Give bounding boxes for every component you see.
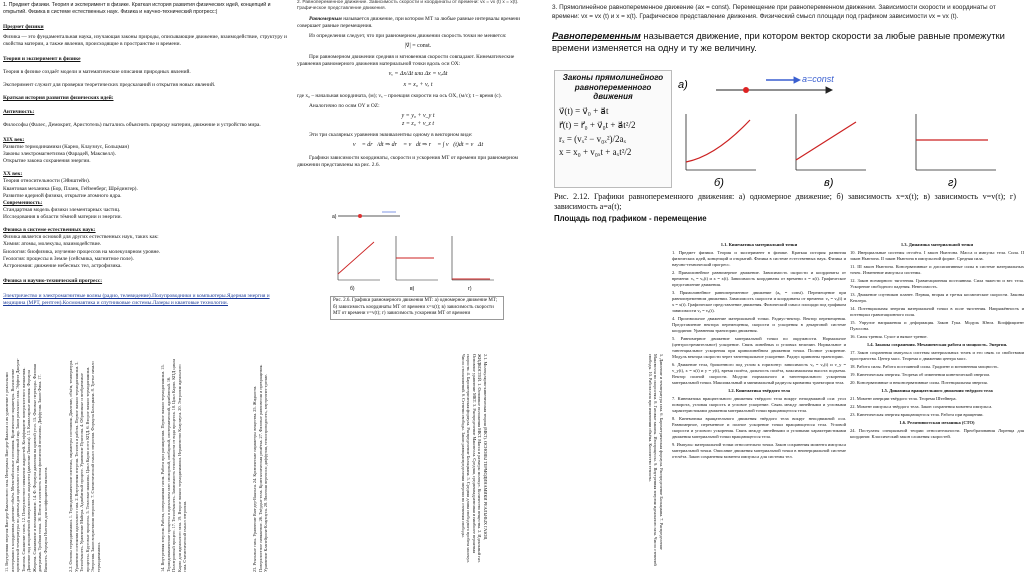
rotated-col-2: 2.2. Основы термодинамики. 1. Термодинамические системы, параметры состояния. Давление, объём, температура. Уравнение состояния идеального газа. 2. Внутренняя энергия. Теплота и работа. Первое начало термодинамики. 3. Теплоёмкость. Уравнение Майера. Адиабатный процесс. Уравнение Пуассона. 4. Обратимые и необратимые процессы. Круговые процессы. 5. Тепловые машины. Цикл Карно и его КПД. 6. Второе начало термодинамики. Энтропия. Закон возрастания энтропии. 7. Статистический смысл энтропии. Формула Больцмана. 8. Третье начало термодинамики. bbox=[68, 359, 101, 572]
graph-x-t bbox=[686, 114, 756, 170]
modernity-item: Исследования в области тёмной материи и энергии. bbox=[3, 214, 122, 221]
lower-right-item: 14. Потенциальная энергия материальной точки в поле тяготения. Напряжённость и потенциал гравитационного поля. bbox=[850, 305, 1024, 317]
lower-right-subheading: 1.6. Релятивистская механика (СТО) bbox=[899, 419, 975, 425]
system-item: Астрономия: движение небесных тел, астрофизика. bbox=[3, 262, 122, 269]
lower-right-item: 23. Кинетическая энергия вращающегося тела. Работа при вращении. bbox=[850, 411, 984, 417]
graph-a-t bbox=[916, 114, 996, 170]
lower-middle-item: 7. Кинематика вращательного движения твёрдого тела вокруг неподвижной оси: угол поворота, угловая скорость и угловое ускорение. Связь между линейными и угловыми характеристиками движения материальной точки вращающегося тела. bbox=[672, 395, 846, 413]
p-vector: Эти три скалярных уравнения эквивалентны одному в векторном виде: bbox=[309, 132, 473, 139]
lower-right-item: 20. Консервативные и неконсервативные силы. Потенциальная энергия. bbox=[850, 379, 988, 385]
system-item: Геология: процессы в Земле (сейсмика, магнитное поле). bbox=[3, 255, 134, 262]
c19-item: Открытие закона сохранения энергии. bbox=[3, 158, 91, 165]
lower-middle-list bbox=[672, 250, 846, 460]
middle-page bbox=[294, 0, 542, 340]
graph-v-t bbox=[796, 114, 866, 170]
p-uniform: При равномерном движении средняя и мгновенная скорости совпадают. Кинематические уравнения равномерного движения материальной точки вдоль оси OX: bbox=[297, 53, 515, 68]
eq-y: y = y₀ + v_y t bbox=[401, 113, 435, 120]
c19-item: Законы электромагнетизма (Фарадей, Максвелл). bbox=[3, 151, 116, 158]
rotated-pages bbox=[0, 352, 668, 574]
c19-list bbox=[3, 144, 287, 165]
p-oy: Аналогично по осям OY и OZ: bbox=[309, 103, 380, 110]
lower-right-item: 21. Момент инерции твёрдого тела. Теорема Штейнера. bbox=[850, 395, 957, 401]
lower-middle-item: 9. Импульс материальной точки относительно точки. Закон сохранения момента импульса материальной точки. Описание движения материальной точки в неинерциальной системе отсчёта. Закон сохранения момента импульса для системы тел. bbox=[672, 441, 846, 459]
p-experiment: Эксперимент служит для проверки теоретических предсказаний и открытия новых явлений. bbox=[3, 82, 216, 89]
middle-definition bbox=[297, 16, 539, 30]
middle-fig-caption: Рис. 2.6. Графики равномерного движения МТ: а) одномерное движение МТ; б) зависимость координаты МТ от времени x=x(t); в) зависимость скорости МТ от времени v=v(t); г) зависимость ускорения МТ от времени bbox=[330, 296, 504, 320]
lower-middle-title: 1.1. Кинематика материальной точки bbox=[720, 242, 798, 247]
system-item: Биология: биофизика, изучение процессов на молекулярном уровне. bbox=[3, 248, 161, 255]
lower-right-item: 19. Кинетическая энергия. Теорема об изменении кинетической энергии. bbox=[850, 371, 991, 377]
lower-right-item: 12. Закон всемирного тяготения. Гравитационная постоянная. Сила тяжести и вес тела. Ускорение свободного падения. Невесомость. bbox=[850, 277, 1024, 289]
left-page bbox=[0, 0, 290, 350]
lower-right-subheading: 1.4. Законы сохранения. Механическая работа и мощность. Энергия. bbox=[866, 341, 1008, 347]
middle-def-term: Равномерным bbox=[309, 15, 342, 22]
lower-right-subheading: 1.5. Динамика вращательного движения твёрдого тела bbox=[881, 387, 993, 393]
lower-right-item: 16. Силы трения. Сухое и вязкое трение. bbox=[850, 333, 928, 339]
laws-box-title: Законы прямолинейного равнопеременного движения bbox=[562, 73, 664, 102]
right-page bbox=[546, 0, 1024, 235]
lower-middle-item: 5. Равномерное движение материальной точки по окружности. Нормальное (центростремительное) ускорение. Связь линейных и угловых величин. Нормальное и тангенциальное ускорения при криволинейном движении точки. Полное ускорение. Модуль вектора скорости через тангенциальное ускорение. Радиус кривизны траектории. bbox=[672, 335, 846, 359]
p-graphs: Графики зависимости координаты, скорости и ускорения МТ от времени при равномерном движении представлены на рис. 2.6. bbox=[297, 155, 518, 169]
right-def-text: называется движение, при котором вектор скорости за любые равные промежутки времени изменяется на одну и ту же величину. bbox=[552, 29, 1005, 53]
fig-label-v: в) bbox=[410, 286, 415, 292]
lower-right-item: 11. III закон Ньютона. Консервативные и диссипативные силы в системе материальных точек. Изменение импульса системы. bbox=[850, 263, 1024, 275]
formula: r⃗(t) = r⃗₀ + v⃗₀t + a⃗t²/2 bbox=[559, 119, 636, 130]
heading-history: Краткая история развития физических идей: bbox=[3, 95, 114, 102]
formula: v⃗(t) = v⃗₀ + a⃗t bbox=[559, 105, 609, 116]
eq-z: z = z₀ + v_z t bbox=[401, 121, 435, 128]
lower-right-list bbox=[850, 250, 1024, 440]
p-theory: Теория в физике создаёт модели и математические описания природных явлений. bbox=[3, 69, 191, 76]
fig-label-b: б) bbox=[350, 286, 355, 292]
graph-a bbox=[338, 212, 400, 216]
area-title: Площадь под графиком - перемещение bbox=[554, 214, 707, 223]
eq-vx: vₓ = Δx/Δt или Δx = vₓΔt bbox=[388, 71, 448, 78]
lower-right-item: 24. Постулаты специальной теории относительности. Преобразования Лоренца для координат. Классический закон сложения скоростей. bbox=[850, 427, 1024, 439]
p-where: где x₀ – начальная координата, (м); vₓ – проекция скорости на ось OX, (м/с); t – время (с). bbox=[297, 93, 502, 99]
modernity-label: Современность: bbox=[3, 199, 43, 206]
right-header-text: 3. Прямолинейное равнопеременное движение (ax = const). Перемещение при равнопеременном движении. Зависимости скорости и координаты от времени: vx = vx (t) и x = x(t). Графическое представление движения. Физический смысл площади под графиком зависимости vx = vx (t). bbox=[552, 4, 996, 21]
graph-v bbox=[396, 236, 438, 280]
modernity-list bbox=[3, 207, 287, 221]
fig-label-a: а) bbox=[332, 214, 337, 220]
eq-vector: v⃗ = dr⃗/dt ⇒ dr⃗ = v⃗dt ⇒ r⃗ = ∫ v⃗(t)dt = v⃗Δt bbox=[352, 142, 484, 149]
lower-right-item: 18. Работа силы. Работа постоянной силы. Градиент и мгновенная мощность. bbox=[850, 363, 999, 369]
lower-right-item: 13. Движение спутников планет. Первая, вторая и третья космические скорости. Законы Кеплера. bbox=[850, 291, 1024, 303]
lower-right-item: 17. Закон сохранения импульса системы материальных точек и его связь со свойствами пространства. Центр масс. Теорема о движении центра масс. bbox=[850, 349, 1024, 361]
p-antiquity: Философы (Фалес, Демокрит, Аристотель) пытались объяснить природу материи, движение и устройство мира. bbox=[3, 121, 261, 128]
lower-right-title: 1.3. Динамика материальной точки bbox=[900, 242, 974, 247]
laws-box bbox=[554, 70, 672, 188]
heading-system: Физика в системе естественных наук: bbox=[3, 227, 96, 234]
rotated-col-5: 2.1. Молекулярно-кинетическая теория (МКТ). ОСНОВЫ ТЕРМОДИНАМИКИ РЕАЛЬНЫХ ГАЗОВ, ЖИДКОСТЕЙ. 1. Основные положения МКТ. Масса и размеры молекул. Количество вещества. 2. Идеальный газ. Основное уравнение МКТ. 3. Распределение Максвелла. Средняя, среднеквадратичная и наиболее вероятная скорости. 4. Барометрическая формула. Распределение Больцмана. 5. Средняя длина свободного пробега молекул. Число столкновений. 6. Степени свободы. Закон равнораспределения энергии по степеням свободы. bbox=[460, 354, 488, 564]
eq-const: |v⃗| = const. bbox=[404, 43, 432, 50]
lower-middle-page bbox=[672, 242, 846, 574]
figure-uniform-motion bbox=[330, 208, 500, 292]
c20-label: XX век: bbox=[3, 171, 23, 178]
modernity-item: Стандартная модель физики элементарных частиц. bbox=[3, 206, 121, 213]
system-list bbox=[3, 241, 287, 270]
lower-right-item: 10. Инерциальные системы отсчёта. I закон Ньютона. Масса и импульс тела. Сила. II закон Ньютона. II закон Ньютона в импульсной форме. Средняя сила. bbox=[850, 249, 1024, 261]
rotated-col-6: 5. Давление и температура газа. 6. Барометрическая формула. Распределение Больцмана. 7. Распределение Максвелла по скоростям. 8. Газовые законы. Изопроцессы. 9. Внутренняя энергия идеального газа. Число степеней свободы. 10. Работа газа при изменении объёма. Количество теплоты. bbox=[647, 354, 664, 566]
graph-g bbox=[452, 236, 494, 280]
lower-middle-item: 1. Предмет физики. Теория и эксперимент в физике. Краткая история развития физических идей, концепций и открытий. Физика в системе естественных наук. Физика и научно-технический прогресс. bbox=[672, 249, 846, 267]
middle-header: 2. Равнопеременное движение. Зависимость скорости и координаты от времени: vx = vx (t) x = x(t). Графическое представление движения. bbox=[297, 0, 519, 12]
figure-accelerated-motion bbox=[676, 70, 1016, 190]
fig-b-label: б) bbox=[714, 177, 724, 189]
moving-point bbox=[743, 87, 749, 93]
fig-a-label: а) bbox=[678, 79, 688, 91]
fig-v-label: в) bbox=[824, 177, 834, 189]
c20-list bbox=[3, 178, 287, 199]
c19-label: XIX век: bbox=[3, 136, 25, 143]
middle-def-text: называется движение, при котором МТ за любые равные интервалы времени совершает равные перемещения. bbox=[297, 15, 521, 29]
fig-label-g: г) bbox=[468, 286, 472, 292]
lower-middle-item: 6. Движение тела, брошенного под углом к горизонту: зависимость vₓ = vₓ(t) и v_y = v_y(t), x = x(t) и y = y(t), время полёта, дальность полёта, максимальная высота подъема. Вектор полной скорости. Модули нормального и тангенциального ускорения материальной точки. Максимальный и минимальный радиусы кривизны траектории тела. bbox=[672, 361, 846, 385]
c19-item: Развитие термодинамики (Карно, Клаузиус, Больцман) bbox=[3, 143, 130, 150]
lower-middle-item: 8. Кинематика вращательного движения твёрдого тела вокруг неподвижной оси. Равномерное, переменное и полное ускорение точки вращающегося тела. Угловой скорости и углового ускорения. Связь между линейными и угловыми характеристиками движения материальной точки вращающегося тела. bbox=[672, 415, 846, 439]
p-subject: Физика — это фундаментальная наука, изучающая законы природы, описывающие движение, взаимодействие, структуру и свойства материи, а также явления, происходящие в пространстве и времени. bbox=[3, 33, 287, 47]
formula: x = x₀ + v₀ₓt + aₓt²/2 bbox=[559, 146, 632, 157]
point-dot bbox=[358, 214, 362, 218]
formula: rₓ = (vₓ² − v₀ₓ²)/2aₓ bbox=[559, 133, 627, 144]
graph-b bbox=[338, 236, 380, 280]
rotated-col-4: 23. Реальные газы. Уравнение Ван-дер-Ваальса. 24. Критические параметры вещества. 25. Жидкости. Поверхностное натяжение. 26. Твёрдые тела. Кристаллическая решётка. 27. Фазовые равновесия и превращения. Уравнение Клапейрона-Клаузиуса. 28. Явления переноса: диффузия, теплопроводность, внутреннее трение. bbox=[252, 364, 269, 572]
fig-a-const: a=const bbox=[802, 74, 834, 84]
c20-item: Теория относительности (Эйнштейн). bbox=[3, 178, 91, 185]
lower-middle-subheading: 1.2. Кинематика твёрдого тела bbox=[727, 387, 791, 393]
system-item: Химия: атомы, молекулы, взаимодействие. bbox=[3, 241, 102, 248]
middle-def-follows: Из определения следует, что при равномерном движении скорость точки не меняется: bbox=[309, 32, 507, 39]
lower-right-page bbox=[850, 242, 1024, 574]
heading-theory: Теория и эксперимент в физике bbox=[3, 56, 81, 63]
c20-item: Развитие ядерной физики, открытие атомного ядра. bbox=[3, 192, 122, 199]
heading-progress: Физика и научно-технический прогресс: bbox=[3, 277, 103, 284]
lower-middle-item: 3. Прямолинейное равнопеременное движение (aₓ = const). Перемещение при равнопеременном движении. Зависимость скорости и координаты от времени: vₓ = vₓ(t) и x = x(t). Графическое представление движения. Физический смысл площади под графиком зависимости vₓ = vₓ(t). bbox=[672, 289, 846, 313]
lower-middle-item: 4. Произвольное движение материальной точки. Радиус-вектор. Вектор перемещения. Представление вектора перемещения, скорости и ускорения в декартовой системе координат. Уравнения траектории движения. bbox=[672, 315, 846, 333]
antiquity-label: Античность: bbox=[3, 108, 35, 115]
lower-middle-item: 2. Прямолинейное равномерное движение. Зависимость скорости и координаты от времени: vₓ = vₓ(t) и x = x(t). Зависимость координаты от времени x = x(t). Графическое представление движения. bbox=[672, 269, 846, 287]
system-intro: Физика является основой для других естественных наук, таких как: bbox=[3, 234, 159, 241]
right-header bbox=[552, 3, 1018, 22]
left-header: 1. Предмет физики. Теория и эксперимент в физике. Краткая история развития физических идей, концепций и открытий. Физика в системе естественных наук. Физика и научно-технический прогресс:| bbox=[3, 2, 271, 15]
p-progress: Электричество и электромагнитные волны (радио, телевидение).Полупроводники и компьютеры.Ядерная энергия и медицина (МРТ, рентген).Космонавтика и спутниковые системы.Лазеры и квантовые технологии. bbox=[3, 293, 270, 307]
fig-g-label: г) bbox=[948, 177, 958, 189]
eq-x: x = x₀ + vₓ t bbox=[403, 82, 433, 89]
rotated-col-1: 11. Внутренняя энергия Ван-дер-Ваальсового газа. Интервалы Ван-дер-Ваальса и их уравнение с реальными изотермами в координатах давление-объём. Метастабильные состояния. Критические параметры. Вычисление критической температуры по данным для идеального газа. Насыщенный пар. Закон реального газа. Эффект Джоуля-Томсона. Сжижение газов. 12. Поверхностное натяжение жидкостей. Коэффициент поверхностного натяжения. Давление под искривлённой поверхностью жидкости (давление Лапласа). 13. Капиллярные явления. Формула Жюрена. Смачивание и несмачивание. 14. Ф. Формула давления на краевой угол. 15. Фазовые переходы. Фазовая диаграмма. Тройная точка. 16. Поток и плотность потока физической величины. Диффузия. Закон Фика. 17. Вязкость. Формула Ньютона для коэффициента вязкости. bbox=[4, 358, 49, 572]
right-definition bbox=[552, 30, 1018, 54]
lower-right-item: 15. Упругие напряжения и деформация. Закон Гука. Модуль Юнга. Коэффициент Пуассона. bbox=[850, 319, 1024, 331]
right-def-term: Равнопеременным bbox=[552, 29, 641, 41]
right-caption: Рис. 2.12. Графики равнопеременного движения: а) одномерное движение; б) зависимость x=x(t); в) зависимость v=v(t); г) зависимость a=a(t); bbox=[554, 192, 1016, 212]
lower-right-item: 22. Момент импульса твёрдого тела. Закон сохранения момента импульса. bbox=[850, 403, 993, 409]
rotated-col-3: 14. Внутренняя энергия. Работа, совершаемая газом. Работа при расширении. Первое начало термодинамики. 15. Термодинамические процессы в идеальном газе: изохорный, изобарный, изотермический, адиабатный. 16. Политропный процесс. 17. Теплоёмкость. Зависимость теплоёмкости от вида процесса. 18. Цикл Карно. КПД цикла Карно для идеального газа. 19. Второе начало термодинамики. Неравенство Клаузиуса. 20. Энтропия идеального газа. Статистический смысл энтропии. bbox=[160, 358, 188, 572]
heading-subject: Предмет физики bbox=[3, 23, 44, 30]
c20-item: Квантовая механика (Бор, Планк, Гейзенберг, Шрёдингер). bbox=[3, 185, 138, 192]
